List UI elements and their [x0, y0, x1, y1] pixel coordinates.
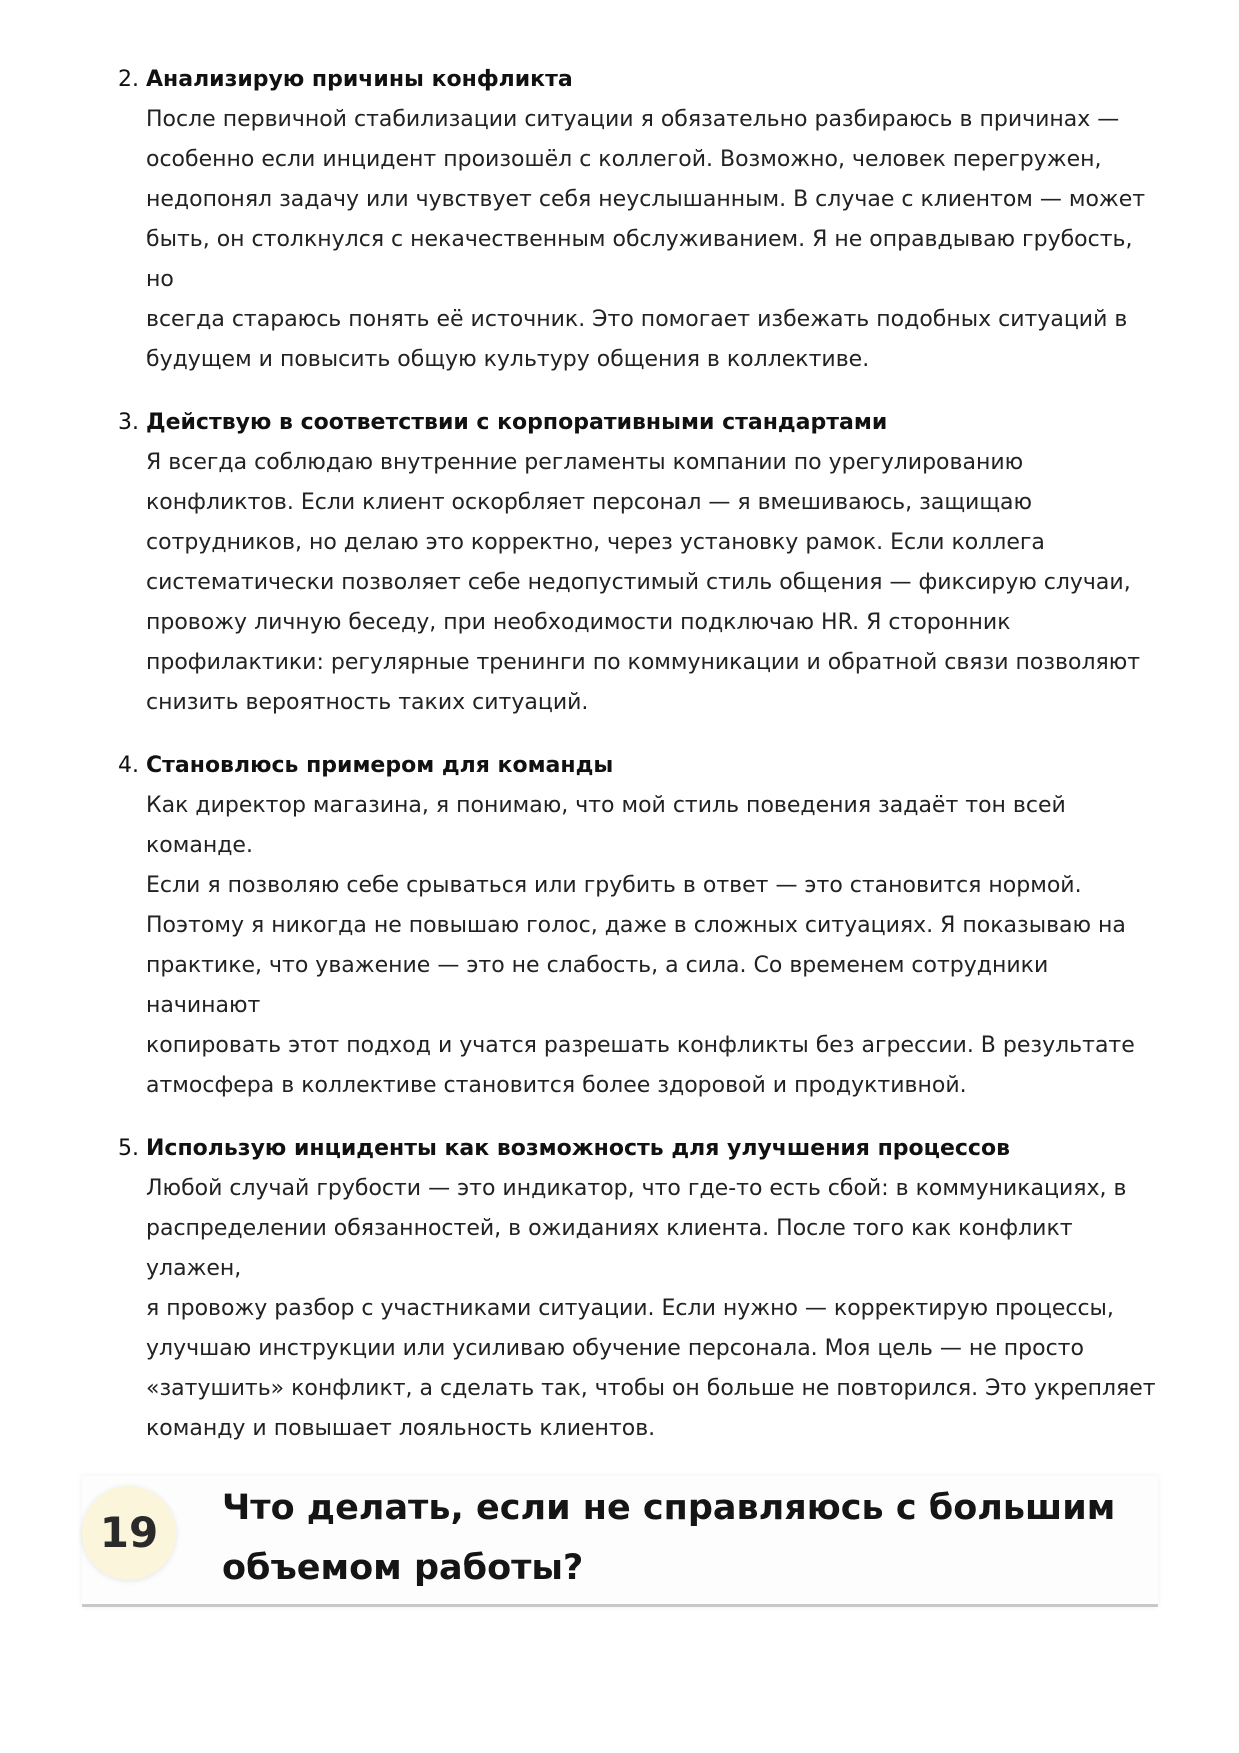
body-line: Любой случай грубости — это индикатор, что где-то есть сбой: в коммуникациях, в	[146, 1176, 1127, 1201]
item-body	[146, 1169, 1166, 1449]
list-item	[118, 60, 1166, 380]
body-line: практике, что уважение — это не слабость, а сила. Со временем сотрудники начинают	[146, 953, 1049, 1018]
list-item	[118, 403, 1166, 723]
body-line: После первичной стабилизации ситуации я обязательно разбираюсь в причинах —	[146, 107, 1120, 132]
body-line: недопонял задачу или чувствует себя неуслышанным. В случае с клиентом — может	[146, 187, 1146, 212]
item-body	[146, 100, 1166, 380]
item-title: Анализирую причины конфликта	[146, 67, 573, 92]
body-line: копировать этот подход и учатся разрешать конфликты без агрессии. В результате	[146, 1033, 1135, 1058]
body-line: систематически позволяет себе недопустимый стиль общения — фиксирую случаи,	[146, 570, 1131, 595]
body-line: атмосфера в коллективе становится более здоровой и продуктивной.	[146, 1073, 967, 1098]
body-line: будущем и повысить общую культуру общения в коллективе.	[146, 347, 870, 372]
body-line: улучшаю инструкции или усиливаю обучение персонала. Моя цель — не просто	[146, 1336, 1084, 1361]
body-line: команду и повышает лояльность клиентов.	[146, 1416, 656, 1441]
item-title: Становлюсь примером для команды	[146, 753, 614, 778]
item-title: Действую в соответствии с корпоративными стандартами	[146, 410, 888, 435]
item-number: 5.	[118, 1136, 139, 1161]
item-body	[146, 443, 1166, 723]
body-line: распределении обязанностей, в ожиданиях клиента. После того как конфликт улажен,	[146, 1216, 1073, 1281]
list-item	[118, 1129, 1166, 1449]
body-line: всегда стараюсь понять её источник. Это помогает избежать подобных ситуаций в	[146, 307, 1128, 332]
body-line: особенно если инцидент произошёл с коллегой. Возможно, человек перегружен,	[146, 147, 1102, 172]
item-number: 2.	[118, 67, 139, 92]
body-line: провожу личную беседу, при необходимости подключаю HR. Я сторонник	[146, 610, 1011, 635]
question-title-line: объемом работы?	[222, 1548, 584, 1588]
body-line: «затушить» конфликт, а сделать так, чтобы он больше не повторился. Это укрепляет	[146, 1376, 1156, 1401]
item-number: 4.	[118, 753, 139, 778]
body-line: снизить вероятность таких ситуаций.	[146, 690, 589, 715]
question-title-line: Что делать, если не справляюсь с большим	[222, 1488, 1116, 1528]
body-line: сотрудников, но делаю это корректно, через установку рамок. Если коллега	[146, 530, 1045, 555]
item-body	[146, 786, 1166, 1106]
body-line: я провожу разбор с участниками ситуации. Если нужно — корректирую процессы,	[146, 1296, 1114, 1321]
body-line: конфликтов. Если клиент оскорбляет персонал — я вмешиваюсь, защищаю	[146, 490, 1033, 515]
body-line: быть, он столкнулся с некачественным обслуживанием. Я не оправдываю грубость, но	[146, 227, 1133, 292]
list-item	[118, 746, 1166, 1106]
body-line: Как директор магазина, я понимаю, что мой стиль поведения задаёт тон всей команде.	[146, 793, 1066, 858]
question-header	[82, 1476, 1158, 1607]
body-line: Поэтому я никогда не повышаю голос, даже в сложных ситуациях. Я показываю на	[146, 913, 1126, 938]
question-title	[222, 1478, 1122, 1598]
body-line: профилактики: регулярные тренинги по коммуникации и обратной связи позволяют	[146, 650, 1141, 675]
body-line: Если я позволяю себе срываться или грубить в ответ — это становится нормой.	[146, 873, 1082, 898]
numbered-list	[0, 60, 1239, 1472]
body-line: Я всегда соблюдаю внутренние регламенты компании по урегулированию	[146, 450, 1024, 475]
question-number-badge: 19	[82, 1486, 176, 1580]
item-title: Использую инциденты как возможность для улучшения процессов	[146, 1136, 1011, 1161]
item-number: 3.	[118, 410, 139, 435]
